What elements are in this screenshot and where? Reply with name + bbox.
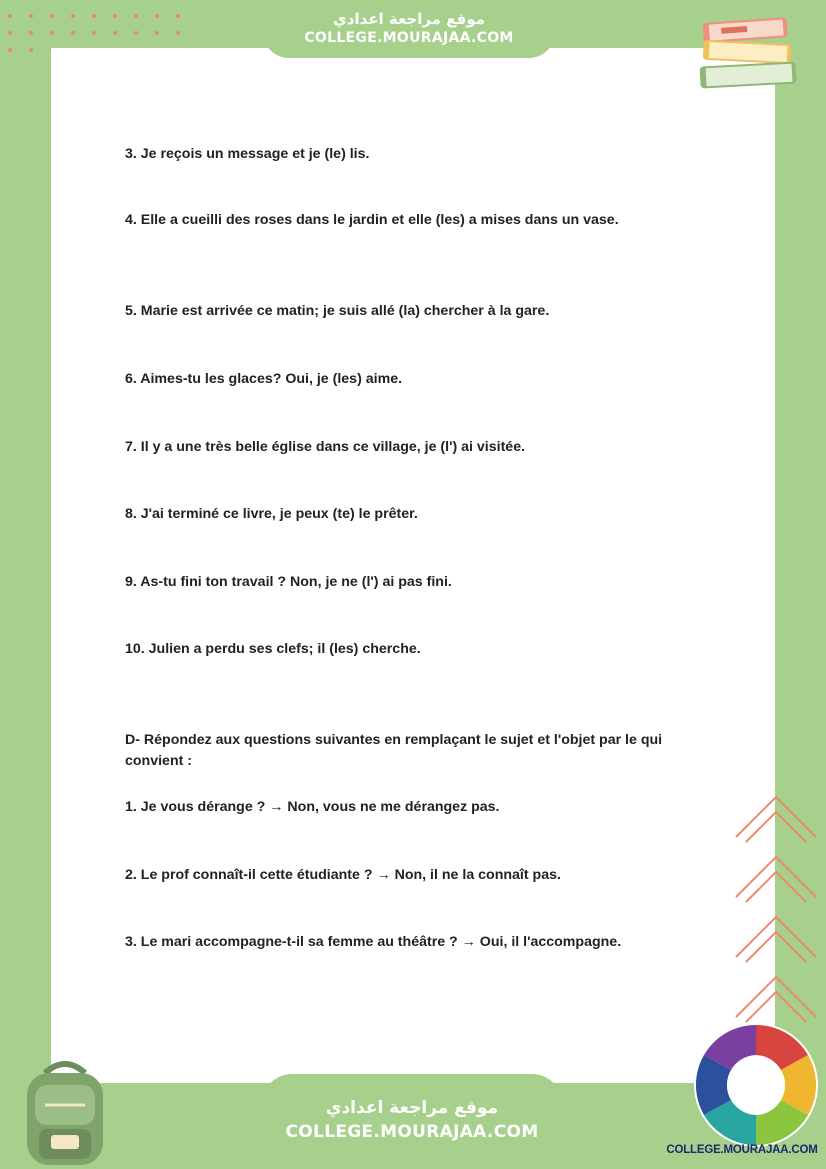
decorative-dot bbox=[155, 31, 159, 35]
decorative-dot bbox=[29, 31, 33, 35]
decorative-dot bbox=[8, 14, 12, 18]
footer-banner bbox=[262, 1074, 562, 1169]
site-url[interactable]: COLLEGE.MOURAJAA.COM bbox=[285, 1122, 539, 1142]
decorative-dot bbox=[92, 14, 96, 18]
exercise-item: 7. Il y a une très belle église dans ce village, je (l') ai visitée. bbox=[125, 439, 526, 455]
document-page bbox=[51, 48, 775, 1083]
decorative-dot bbox=[50, 14, 54, 18]
decorative-dot bbox=[113, 14, 117, 18]
exercise-item: 6. Aimes-tu les glaces? Oui, je (les) aime. bbox=[125, 371, 403, 387]
exercise-item: 2. Le prof connaît-il cette étudiante ? → Non, il ne la connaît pas. bbox=[125, 867, 561, 883]
decorative-dot bbox=[92, 31, 96, 35]
decorative-dot bbox=[8, 48, 12, 52]
decorative-dot bbox=[71, 31, 75, 35]
decorative-dot bbox=[8, 31, 12, 35]
decorative-dot bbox=[50, 31, 54, 35]
brand-logo-icon bbox=[693, 1022, 819, 1148]
decorative-dot bbox=[29, 48, 33, 52]
exercise-item: 4. Elle a cueilli des roses dans le jardin et elle (les) a mises dans un vase. bbox=[125, 212, 619, 228]
site-name-arabic: موقع مراجعة اعدادي bbox=[325, 1098, 499, 1118]
exercise-item: 9. As-tu fini ton travail ? Non, je ne (l') ai pas fini. bbox=[125, 574, 452, 590]
exercise-item: 3. Je reçois un message et je (le) lis. bbox=[125, 146, 370, 162]
decorative-chevrons bbox=[731, 792, 821, 1032]
decorative-dot bbox=[113, 31, 117, 35]
decorative-dot bbox=[155, 14, 159, 18]
decorative-dot bbox=[134, 31, 138, 35]
books-icon bbox=[693, 12, 803, 98]
site-name-arabic: موقع مراجعة اعدادي bbox=[333, 10, 485, 28]
exercise-item: 3. Le mari accompagne-t-il sa femme au théâtre ? → Oui, il l'accompagne. bbox=[125, 934, 622, 950]
decorative-dot bbox=[176, 14, 180, 18]
backpack-icon bbox=[15, 1055, 115, 1167]
header-banner bbox=[263, 0, 555, 58]
decorative-dot bbox=[29, 14, 33, 18]
exercise-item: 1. Je vous dérange ? → Non, vous ne me dérangez pas. bbox=[125, 799, 500, 815]
decorative-dot bbox=[134, 14, 138, 18]
site-url[interactable]: COLLEGE.MOURAJAA.COM bbox=[304, 30, 514, 46]
exercise-item: 10. Julien a perdu ses clefs; il (les) cherche. bbox=[125, 641, 421, 657]
exercise-item: 8. J'ai terminé ce livre, je peux (te) le prêter. bbox=[125, 506, 418, 522]
exercise-item: 5. Marie est arrivée ce matin; je suis allé (la) chercher à la gare. bbox=[125, 303, 550, 319]
brand-logo-text: COLLEGE.MOURAJAA.COM bbox=[666, 1144, 818, 1156]
exercise-instruction: D- Répondez aux questions suivantes en remplaçant le sujet et l'objet par le qui convient : bbox=[125, 732, 663, 769]
decorative-dot bbox=[176, 31, 180, 35]
decorative-dot bbox=[71, 14, 75, 18]
